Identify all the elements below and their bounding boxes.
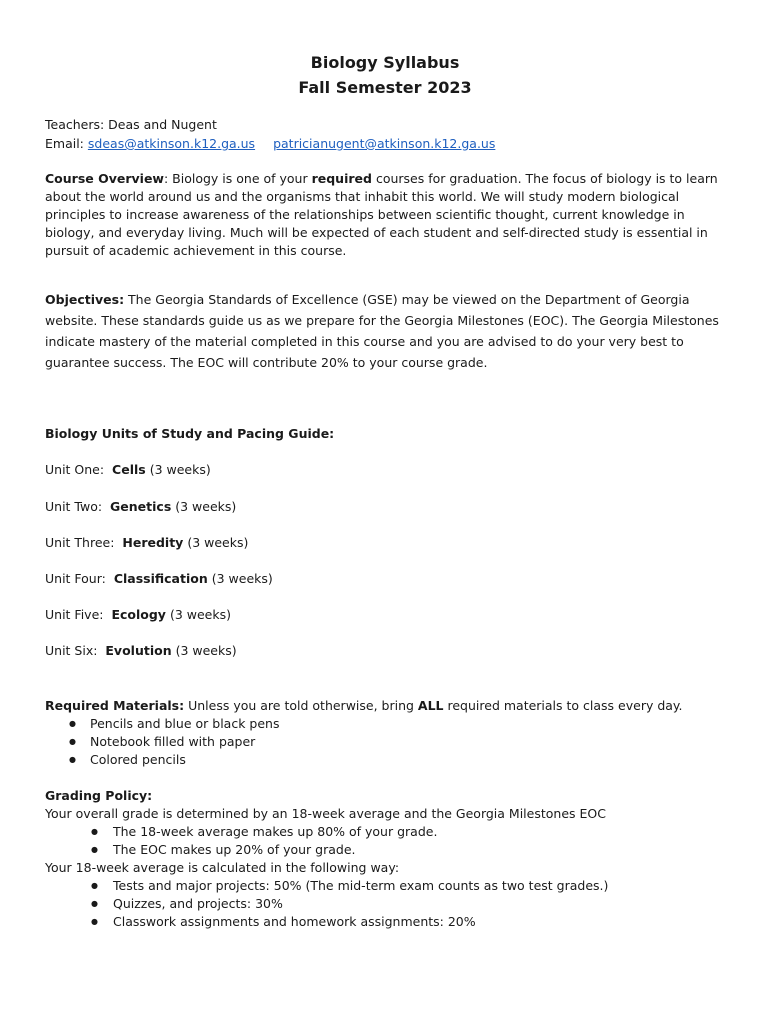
list-item: ● Pencils and blue or black pens (45, 715, 725, 733)
unit-label: Unit Six: (45, 643, 98, 658)
required-materials (45, 697, 725, 769)
unit-label: Unit Five: (45, 607, 104, 622)
page-title: Biology Syllabus (310, 53, 460, 72)
list-item: ● Tests and major projects: 50% (The mid-term exam counts as two test grades.) (45, 877, 725, 895)
units-heading-text: Biology Units of Study and Pacing Guide: (45, 426, 335, 441)
grading-policy (45, 787, 725, 931)
unit-name: Classification (113, 571, 208, 586)
email-link-nugent[interactable]: patricianugent@atkinson.k12.ga.us (273, 136, 496, 151)
unit-duration: (3 weeks) (175, 643, 237, 658)
unit-label: Unit Four: (45, 571, 106, 586)
unit-name: Ecology (111, 607, 166, 622)
overview-label: Course Overview (45, 171, 164, 186)
unit-duration: (3 weeks) (187, 535, 249, 550)
unit-name: Heredity (122, 535, 184, 550)
unit-duration: (3 weeks) (169, 607, 231, 622)
grading-line-1: Your overall grade is determined by an 18-week average and the Georgia Milestones EOC (45, 806, 606, 821)
unit-duration: (3 weeks) (149, 462, 211, 477)
email-line (45, 135, 725, 153)
course-overview (45, 170, 725, 260)
unit-label: Unit Two: (45, 499, 103, 514)
grading-label: Grading Policy: (45, 788, 153, 803)
unit-name: Evolution (105, 643, 172, 658)
email-label: Email: (45, 136, 84, 151)
unit-label: Unit One: (45, 462, 105, 477)
list-item: ● Classwork assignments and homework assignments: 20% (45, 913, 725, 931)
teachers-line: Teachers: Deas and Nugent (45, 117, 217, 132)
unit-item (45, 534, 248, 552)
overview-text-2: courses for graduation. The focus of biology is to learn about the world around us and the organisms that inhabit this world. We will study modern biological principles to increase awareness of the relationships between scientific thought, current knowledge in biology, and everyday living. Much will be expected of each student and self-directed study is essential in pursuit of academic achievement in this course. (45, 171, 718, 258)
list-item: ● Quizzes, and projects: 30% (45, 895, 725, 913)
materials-label: Required Materials: (45, 698, 185, 713)
grading-list-2 (45, 877, 725, 931)
overview-text-1: : Biology is one of your (163, 171, 312, 186)
unit-duration: (3 weeks) (175, 499, 237, 514)
list-item: ● Notebook filled with paper (45, 733, 725, 751)
unit-label: Unit Three: (45, 535, 115, 550)
grading-line-2: Your 18-week average is calculated in the following way: (45, 860, 400, 875)
unit-duration: (3 weeks) (211, 571, 273, 586)
materials-list (45, 715, 725, 769)
objectives (45, 289, 725, 373)
title-block (0, 50, 770, 100)
unit-item (45, 570, 273, 588)
unit-name: Cells (112, 462, 146, 477)
materials-text-1: Unless you are told otherwise, bring (184, 698, 418, 713)
unit-item (45, 642, 237, 660)
objectives-label: Objectives: (45, 292, 125, 307)
unit-name: Genetics (110, 499, 172, 514)
list-item: ● Colored pencils (45, 751, 725, 769)
overview-required: required (311, 171, 372, 186)
list-item: ● The 18-week average makes up 80% of your grade. (45, 823, 725, 841)
materials-text-2: required materials to class every day. (443, 698, 683, 713)
unit-item (45, 498, 236, 516)
materials-all: ALL (417, 698, 444, 713)
list-item: ● The EOC makes up 20% of your grade. (45, 841, 725, 859)
email-link-deas[interactable]: sdeas@atkinson.k12.ga.us (87, 136, 256, 151)
unit-item (45, 461, 211, 479)
grading-list-1 (45, 823, 725, 859)
unit-item (45, 606, 231, 624)
objectives-text: The Georgia Standards of Excellence (GSE) may be viewed on the Department of Georgia website. These standards guide us as we prepare for the Georgia Milestones (EOC). The Georgia Milestones indicate mastery of the material completed in this course and you are advised to do your very best to guarantee success. The EOC will contribute 20% to your course grade. (45, 292, 719, 370)
page-subtitle: Fall Semester 2023 (298, 78, 472, 97)
units-heading (45, 425, 725, 443)
